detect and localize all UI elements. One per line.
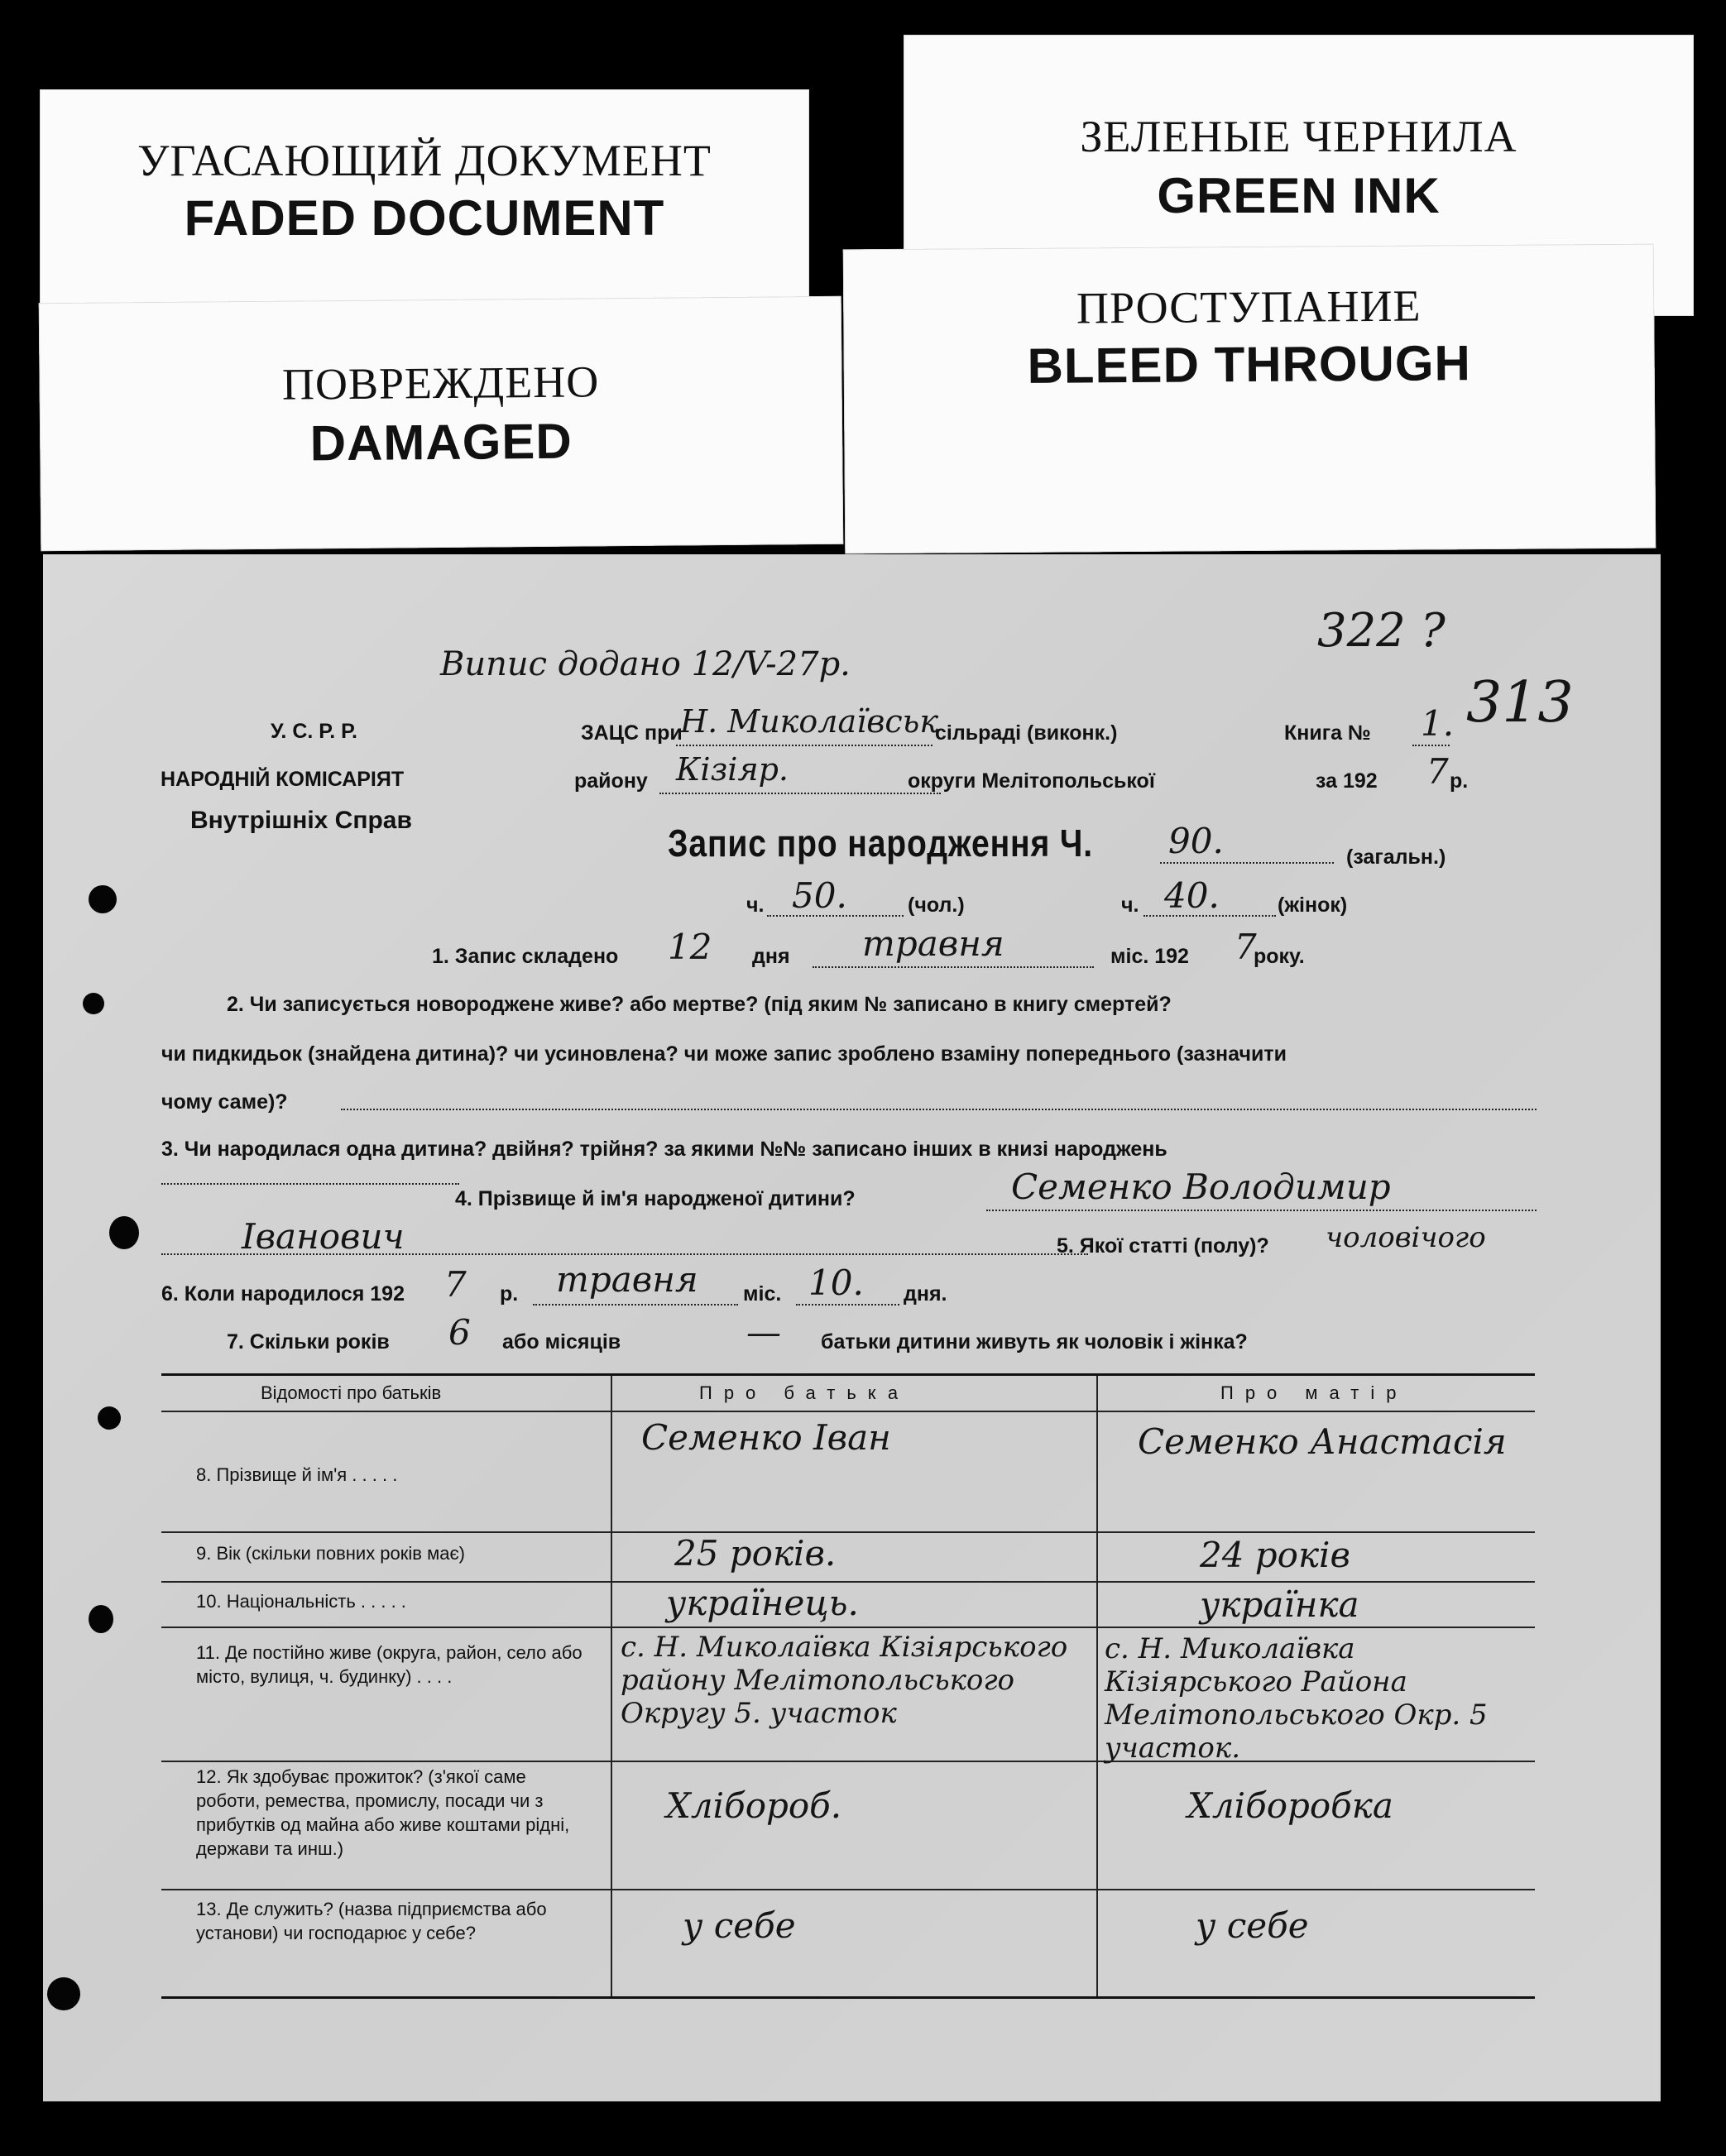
col-head-info: Відомості про батьків xyxy=(261,1382,442,1403)
col-divider xyxy=(611,1376,612,1996)
bleed-label-en: BLEED THROUGH xyxy=(1027,335,1472,394)
okrug-label: округи Мелітопольської xyxy=(908,769,1155,793)
row-label-age: 9. Вік (скільки повних років має) xyxy=(196,1543,466,1564)
punch-hole xyxy=(89,1605,113,1633)
damaged-label-ru: ПОВРЕЖДЕНО xyxy=(281,357,600,410)
q6-day: 10. xyxy=(808,1262,864,1303)
raion-line xyxy=(659,793,941,794)
damaged-label xyxy=(39,296,844,551)
father-nationality: українець. xyxy=(666,1583,859,1623)
faded-label-en: FADED DOCUMENT xyxy=(184,190,665,246)
green-label-ru: ЗЕЛЕНЫЕ ЧЕРНИЛА xyxy=(1080,112,1517,161)
father-name: Семенко Іван xyxy=(641,1417,891,1458)
q6-year: 7 xyxy=(444,1264,467,1305)
zags-value: Н. Миколаївськ xyxy=(680,703,939,740)
row-label-occupation: 12. Як здобуває прожиток? (з'якої саме роботи, ремества, промислу, посади чи з прибутків од майна або живе коштами рідні, держави та инш.) xyxy=(196,1766,570,1859)
q7-suffix: батьки дитини живуть як чоловік і жінка? xyxy=(821,1330,1248,1353)
bleed-through-label xyxy=(843,244,1656,554)
year-suffix: р. xyxy=(1450,769,1469,793)
row-label-nationality: 10. Національність . . . . . xyxy=(196,1591,406,1612)
q4-value2: Іванович xyxy=(242,1216,405,1257)
punch-hole xyxy=(83,993,104,1014)
mother-name: Семенко Анастасія xyxy=(1138,1421,1507,1462)
row-divider xyxy=(161,1889,1535,1890)
book-line xyxy=(1412,745,1450,746)
q6-mis: міс. xyxy=(743,1282,782,1306)
q6-r: р. xyxy=(500,1282,519,1306)
bleed-label-ru: ПРОСТУПАНИЕ xyxy=(1076,280,1422,333)
total-number: 90. xyxy=(1168,821,1224,861)
row-label-residence: 11. Де постійно живе (округа, район, село або місто, вулиця, ч. будинку) . . . . xyxy=(196,1642,583,1687)
book-number: 1. xyxy=(1421,703,1455,744)
q3-text: 3. Чи народилася одна дитина? двійня? трійня? за якими №№ записано інших в книзі народжень xyxy=(161,1138,1167,1161)
punch-hole xyxy=(98,1406,121,1430)
total-label: (загальн.) xyxy=(1346,846,1446,869)
father-occupation: Хлібороб. xyxy=(666,1785,842,1826)
father-age: 25 років. xyxy=(674,1533,837,1574)
q3-line xyxy=(161,1183,459,1185)
q1-month: травня xyxy=(862,923,1004,964)
faded-label-ru: УГАСАЮЩИЙ ДОКУМЕНТ xyxy=(137,136,712,185)
male-prefix: ч. xyxy=(746,894,765,917)
q1-year: 7 xyxy=(1235,927,1257,967)
q1-prefix: 1. Запис складено xyxy=(432,945,619,968)
q1-month-line xyxy=(813,966,1094,968)
punch-hole xyxy=(47,1977,80,2010)
q1-day-label: дня xyxy=(752,945,790,968)
zags-line xyxy=(676,745,933,746)
q7-years: 6 xyxy=(448,1312,471,1353)
total-line xyxy=(1160,862,1334,864)
q2-line2: чи пидкидьок (знайдена дитина)? чи усиновлена? чи може запис зроблено взаміну попереднього (зазначити xyxy=(161,1042,1287,1066)
col-head-mother: Про матір xyxy=(1220,1382,1408,1403)
year-label: за 192 xyxy=(1316,769,1378,793)
archive-number-note: 322 ? xyxy=(1317,604,1446,658)
col-divider xyxy=(1096,1376,1098,1996)
punch-hole xyxy=(89,885,117,913)
silradi-label: сільраді (виконк.) xyxy=(935,721,1118,745)
father-employment: у себе xyxy=(683,1905,796,1946)
row-divider xyxy=(161,1531,1535,1533)
row-label-name: 8. Прізвище й ім'я . . . . . xyxy=(196,1464,398,1485)
q1-month-label: міс. 192 xyxy=(1110,945,1189,968)
raion-label: району xyxy=(574,769,648,793)
internal-affairs-header: Внутрішніх Справ xyxy=(190,807,412,834)
raion-value: Кізіяр. xyxy=(676,751,789,788)
col-head-father: Про батька xyxy=(699,1382,910,1403)
mother-employment: у себе xyxy=(1196,1905,1309,1946)
q4-value1: Семенко Володимир xyxy=(1011,1167,1391,1207)
female-prefix: ч. xyxy=(1121,894,1139,917)
q4-line1 xyxy=(986,1210,1537,1211)
q2-line xyxy=(341,1109,1537,1110)
q5-label: 5. Якої статті (полу)? xyxy=(1057,1234,1269,1258)
q6-month: травня xyxy=(556,1259,698,1300)
q1-day: 12 xyxy=(668,927,712,967)
mother-nationality: українка xyxy=(1200,1584,1359,1625)
birth-record-form xyxy=(43,554,1661,2101)
father-residence: с. Н. Миколаївка Кізіярського району Мелітопольського Округу 5. участок xyxy=(621,1631,1068,1730)
q5-value: чоловічого xyxy=(1326,1221,1486,1254)
q6-day-line xyxy=(796,1304,899,1306)
row-divider xyxy=(161,1627,1535,1628)
year-digit: 7 xyxy=(1426,751,1449,792)
q7-prefix: 7. Скільки років xyxy=(227,1330,390,1353)
mother-age: 24 років xyxy=(1200,1535,1350,1575)
ussr-header: У. С. Р. Р. xyxy=(271,720,357,743)
q2-line1: 2. Чи записується новороджене живе? або мертве? (під яким № записано в книгу смертей? xyxy=(227,993,1172,1016)
book-label: Книга № xyxy=(1284,721,1371,745)
female-number: 40. xyxy=(1164,875,1220,916)
commissariat-header: НАРОДНІЙ КОМІСАРІЯТ xyxy=(161,768,405,791)
green-label-en: GREEN INK xyxy=(1157,168,1441,223)
q7-middle: або місяців xyxy=(502,1330,621,1353)
q6-month-line xyxy=(533,1304,738,1306)
q7-months: — xyxy=(746,1312,781,1353)
form-title: Запис про народження Ч. xyxy=(668,822,1093,865)
male-label: (чол.) xyxy=(908,894,965,917)
row-label-employment: 13. Де служить? (назва підприємства або установи) чи господарює у себе? xyxy=(196,1899,547,1943)
female-label: (жінок) xyxy=(1278,894,1348,917)
zags-label: ЗАЦС при xyxy=(581,721,683,745)
q4-label: 4. Прізвище й ім'я народженої дитини? xyxy=(455,1187,856,1210)
q2-line3: чому саме)? xyxy=(161,1090,288,1114)
mother-occupation: Хліборобка xyxy=(1187,1785,1393,1826)
q1-year-label: року. xyxy=(1254,945,1305,968)
punch-hole xyxy=(109,1216,139,1249)
extract-note: Випис додано 12/V-27р. xyxy=(440,645,851,683)
damaged-label-en: DAMAGED xyxy=(309,413,573,472)
row-divider xyxy=(161,1411,1535,1412)
book-extra-number: 313 xyxy=(1466,670,1574,735)
mother-residence: с. Н. Миколаївка Кізіярського Района Мелітопольського Окр. 5 участок. xyxy=(1105,1632,1488,1765)
q6-dnya: дня. xyxy=(904,1282,947,1306)
male-number: 50. xyxy=(792,875,847,916)
parents-table xyxy=(161,1373,1535,1999)
q6-prefix: 6. Коли народилося 192 xyxy=(161,1282,405,1306)
